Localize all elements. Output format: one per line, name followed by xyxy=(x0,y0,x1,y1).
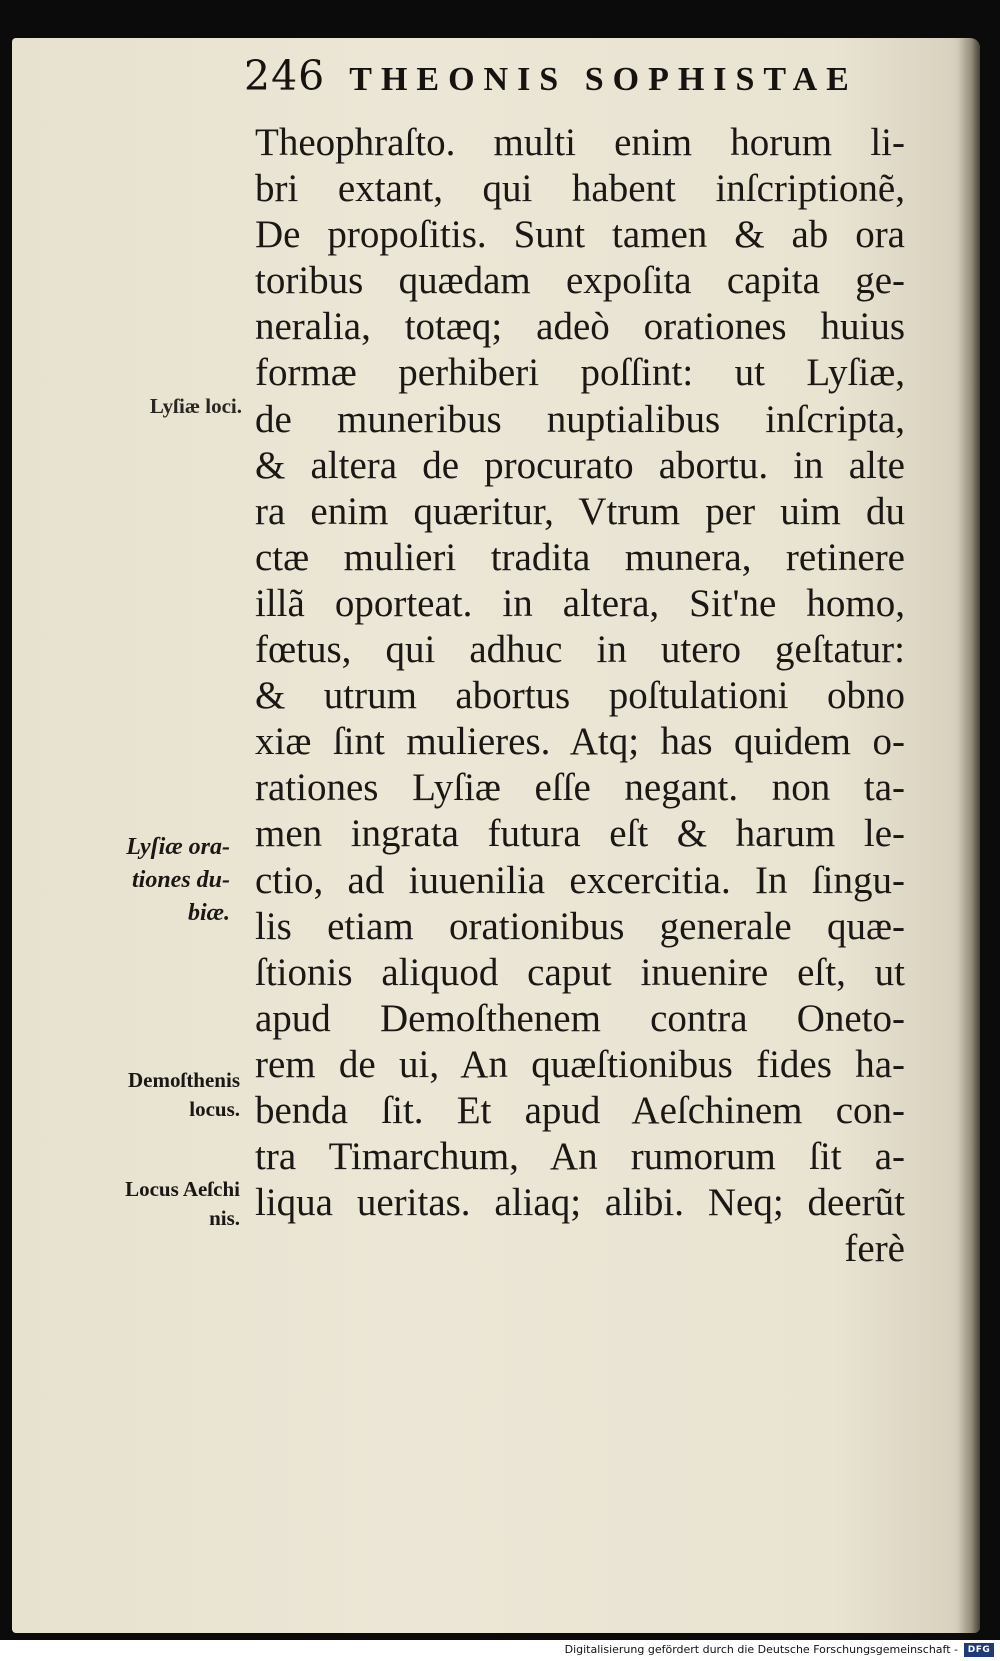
marginal-note-lysiae-loci xyxy=(96,392,242,421)
footer-bar xyxy=(0,1640,1000,1661)
dfg-logo: DFG xyxy=(964,1643,994,1657)
page-edge-shadow xyxy=(958,38,980,1633)
catchword: ferè xyxy=(844,1227,905,1271)
marginal-line: Locus Aeſchi xyxy=(125,1177,240,1201)
text-line: liqua ueritas. aliaq; alibi. Neq; deerũt xyxy=(255,1181,905,1225)
marginal-line: biæ. xyxy=(188,900,230,926)
marginal-line: nis. xyxy=(209,1206,240,1230)
marginal-line: Demoſthenis xyxy=(128,1068,240,1092)
text-line: rationes Lyſiæ eſſe negant. non ta- xyxy=(255,766,905,810)
text-line: De propoſitis. Sunt tamen & ab ora xyxy=(255,213,905,257)
text-line: rem de ui, An quæſtionibus fides ha- xyxy=(255,1042,905,1086)
text-line: & altera de procurato abortu. in alte xyxy=(255,443,905,487)
text-line: fœtus, qui adhuc in utero geſtatur: xyxy=(255,628,905,672)
body-text xyxy=(255,120,905,1272)
text-line: de muneribus nuptialibus inſcripta, xyxy=(255,397,905,441)
text-line: bri extant, qui habent inſcriptionẽ, xyxy=(255,167,905,211)
text-line: benda ſit. Et apud Aeſchinem con- xyxy=(255,1088,905,1132)
marginal-note-lysiae-orationes xyxy=(90,831,230,930)
text-line: illã oporteat. in altera, Sit'ne homo, xyxy=(255,581,905,625)
marginal-note-aeschinis xyxy=(84,1175,240,1233)
running-head xyxy=(244,52,884,112)
text-line: lis etiam orationibus generale quæ- xyxy=(255,904,905,948)
text-line: Theophraſto. multi enim horum li- xyxy=(255,121,905,164)
text-line: xiæ ſint mulieres. Atq; has quidem o- xyxy=(255,720,905,764)
text-line: ctio, ad iuuenilia excercitia. In ſingu- xyxy=(255,858,905,902)
text-line: ſtionis aliquod caput inuenire eſt, ut xyxy=(255,950,905,994)
marginal-line: Lyſiæ ora- xyxy=(126,834,230,860)
text-line: tra Timarchum, An rumorum ſit a- xyxy=(255,1135,905,1179)
text-line: formæ perhiberi poſſint: ut Lyſiæ, xyxy=(255,351,905,395)
text-line: apud Demoſthenem contra Oneto- xyxy=(255,996,905,1040)
marginal-line: tiones du- xyxy=(131,867,230,893)
running-title: THEONIS SOPHISTAE xyxy=(349,61,858,98)
text-line: & utrum abortus poſtulationi obno xyxy=(255,674,905,718)
marginal-line: locus. xyxy=(189,1097,240,1121)
text-line: men ingrata futura eſt & harum le- xyxy=(255,812,905,856)
marginal-note-demosthenis xyxy=(84,1066,240,1124)
text-line: toribus quædam expoſita capita ge- xyxy=(255,259,905,303)
marginal-line: Lyſiæ loci. xyxy=(149,394,242,418)
text-line: ra enim quæritur, Vtrum per uim du xyxy=(255,489,905,533)
text-line: neralia, totæq; adeò orationes huius xyxy=(255,305,905,349)
text-line: ctæ mulieri tradita munera, retinere xyxy=(255,535,905,579)
funding-credit: Digitalisierung gefördert durch die Deutsche Forschungsgemeinschaft - xyxy=(564,1643,958,1656)
page-number: 246 xyxy=(244,52,326,100)
